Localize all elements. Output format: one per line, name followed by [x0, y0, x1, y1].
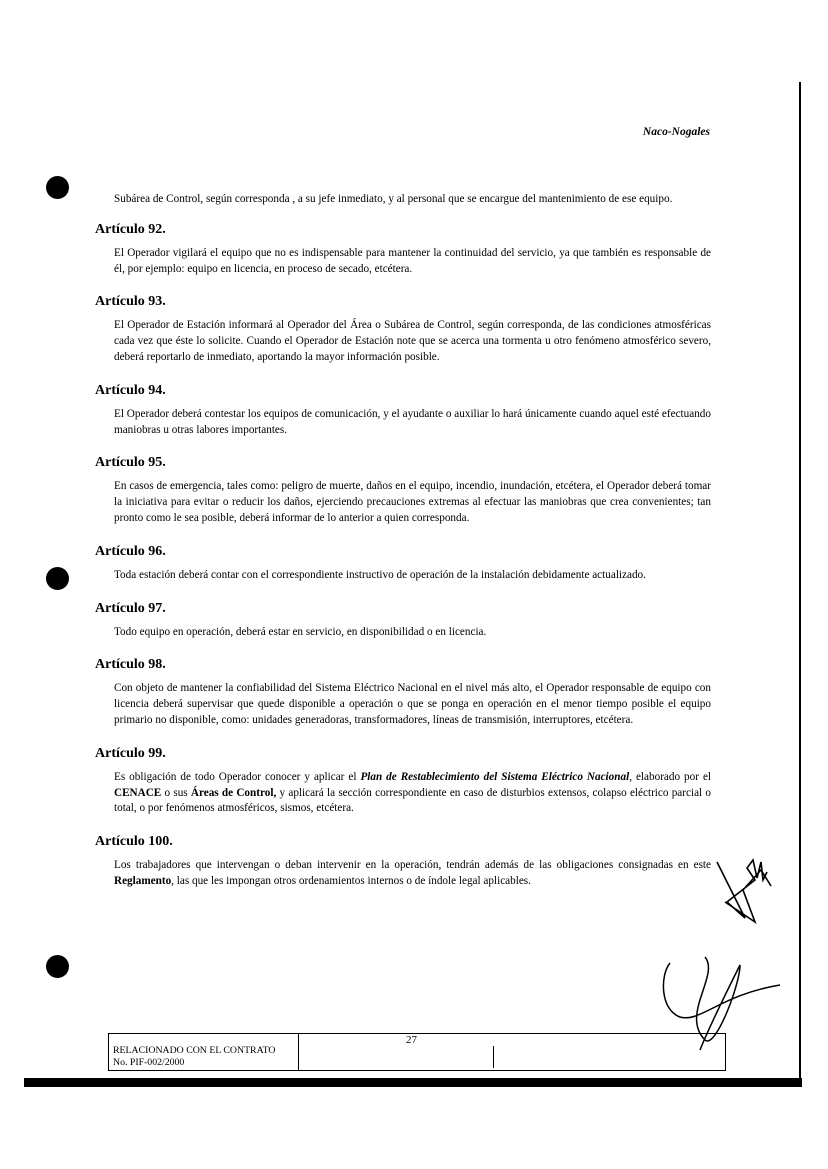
article-94 [95, 383, 711, 439]
cenace-label: CENACE [114, 786, 162, 799]
article-title: Artículo 96. [95, 543, 166, 559]
article-92 [95, 222, 711, 278]
article-text: Con objeto de mantener la confiabilidad del Sistema Eléctrico Nacional en el nivel más alto, el Operador responsable de equipo con licencia deberá supervisar que quede disponible a operación o que se ponga en operación en el menor tiempo posible el equipo primario no disponible, como: unidades generadoras, transformadores, líneas de transmisión, interruptores, etcétera. [114, 682, 711, 726]
punch-hole-icon [46, 955, 69, 978]
footer-table [108, 1033, 726, 1071]
article-93 [95, 294, 711, 365]
contract-number: No. PIF-002/2000 [113, 1056, 185, 1068]
article-title: Artículo 97. [95, 600, 166, 616]
punch-hole-icon [46, 567, 69, 590]
article-text: Toda estación deberá contar con el correspondiente instructivo de operación de la instalación debidamente actualizado. [114, 568, 646, 581]
contract-cell [109, 1034, 299, 1070]
article-title: Artículo 95. [95, 455, 166, 471]
article-text: Todo equipo en operación, deberá estar en servicio, en disponibilidad o en licencia. [114, 625, 487, 638]
article-title: Artículo 98. [95, 657, 166, 673]
bottom-border-bar [24, 1078, 802, 1087]
article-100 [95, 834, 711, 890]
article-text: El Operador deberá contestar los equipos de comunicación, y el ayudante o auxiliar lo hará únicamente cuando aquel esté efectuando maniobras u otras labores importantes. [114, 407, 711, 436]
text-run: y aplicará la sección correspondiente en caso de disturbios extensos, colapso eléctrico parcial o total, o por fenómenos atmosféricos, sismos, etcétera. [114, 786, 711, 815]
text-run: Los trabajadores que intervengan o deban intervenir en la operación, tendrán además de las obligaciones consignadas en este [114, 859, 711, 872]
plan-title: Plan de Restablecimiento del Sistema Eléctrico Nacional [360, 770, 630, 783]
article-95 [95, 455, 711, 526]
article-title: Artículo 92. [95, 221, 166, 237]
article-text [114, 858, 711, 890]
reglamento-label: Reglamento [114, 874, 172, 887]
article-text: El Operador de Estación informará al Operador del Área o Subárea de Control, según corresponda, de las condiciones atmosféricas cada vez que éste lo solicite. Cuando el Operador de Estación note que se acerca una tormenta u otro fenómeno atmosférico severo, deberá reportarlo de inmediato, aportando la mayor información posible. [114, 319, 711, 363]
article-title: Artículo 100. [95, 834, 173, 850]
article-title: Artículo 99. [95, 745, 166, 761]
areas-control-label: Áreas de Control, [190, 786, 277, 799]
text-run: o sus [161, 786, 191, 799]
contract-label: RELACIONADO CON EL CONTRATO [113, 1045, 276, 1056]
article-text: El Operador vigilará el equipo que no es indispensable para mantener la continuidad del servicio, ya que también es responsable de él, por ejemplo: equipo en licencia, en proceso de secado, etcétera. [114, 246, 711, 275]
page-number: 27 [406, 1034, 417, 1046]
article-text [114, 770, 711, 817]
running-header: Naco-Nogales [642, 126, 710, 138]
article-99 [95, 746, 711, 817]
page-number-cell [299, 1034, 725, 1070]
intro-paragraph: Subárea de Control, según corresponda , a su jefe inmediato, y al personal que se encargue del mantenimiento de ese equipo. [114, 193, 673, 205]
article-title: Artículo 94. [95, 382, 166, 398]
article-text: En casos de emergencia, tales como: peligro de muerte, daños en el equipo, incendio, inundación, etcétera, el Operador deberá tomar la iniciativa para evitar o reducir los daños, ejerciendo precauciones extremas al efectuar las maniobras que crea convenientes; tan pronto como le sea posible, deberá informar de lo anterior a quien corresponda. [114, 480, 711, 524]
article-title: Artículo 93. [95, 294, 166, 310]
article-98 [95, 657, 711, 728]
signature-initials-icon [715, 850, 775, 930]
document-body [95, 192, 711, 890]
divider [493, 1046, 494, 1068]
text-run: , las que les impongan otros ordenamientos internos o de índole legal aplicables. [171, 874, 531, 887]
page-edge-line [799, 82, 801, 1080]
article-96 [95, 544, 711, 584]
text-run: , elaborado por el [629, 770, 712, 783]
article-97 [95, 601, 711, 641]
punch-hole-icon [46, 176, 69, 199]
text-run: Es obligación de todo Operador conocer y aplicar el [114, 770, 361, 783]
